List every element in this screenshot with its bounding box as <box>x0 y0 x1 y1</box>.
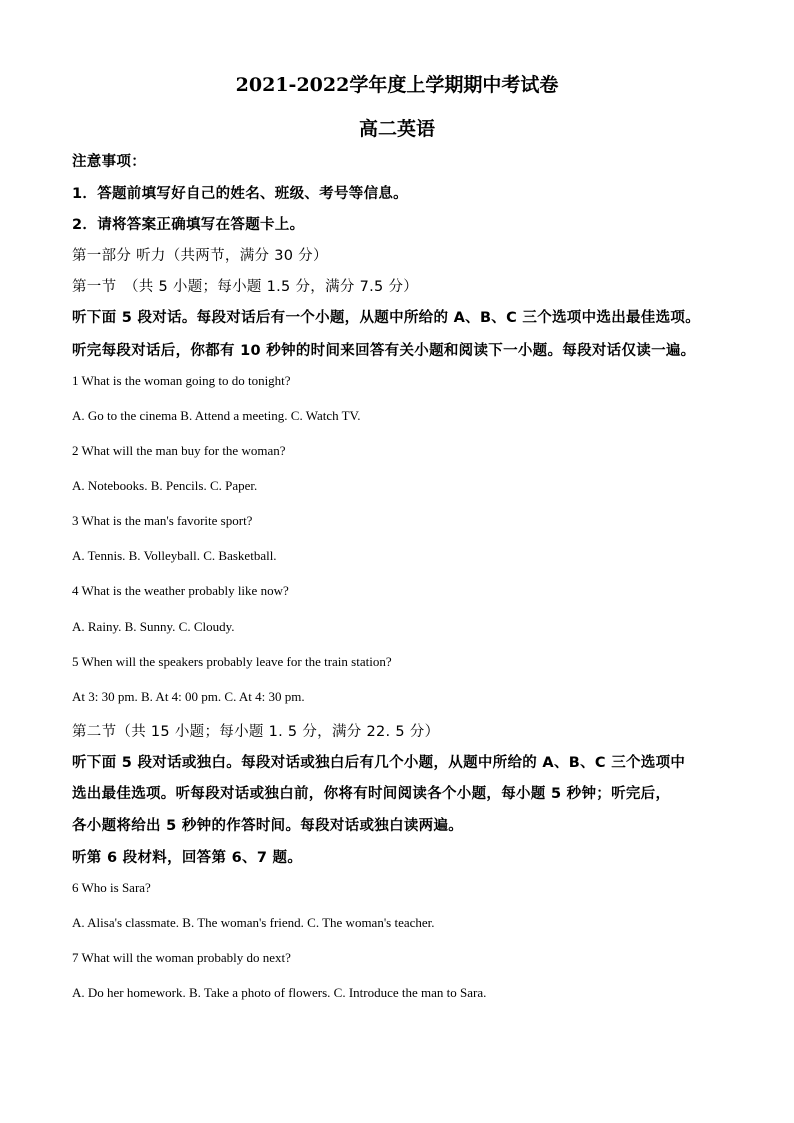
question-text: 7 What will the woman probably do next? <box>72 950 291 965</box>
question-text: 1 What is the woman going to do tonight? <box>72 373 291 388</box>
part1-title: 第一部分 听力（共两节，满分 30 分） <box>72 248 328 264</box>
section1-instruction: 听完每段对话后，你都有 10 秒钟的时间来回答有关小题和阅读下一小题。每段对话仅读一遍。 <box>72 343 696 359</box>
question-text: 6 Who is Sara? <box>72 880 151 895</box>
material-heading: 听第 6 段材料，回答第 6、7 题。 <box>72 850 303 866</box>
question-text: 4 What is the weather probably like now? <box>72 583 289 598</box>
question-options: A. Go to the cinema B. Attend a meeting. C. Watch TV. <box>72 408 361 423</box>
question-options: At 3: 30 pm. B. At 4: 00 pm. C. At 4: 30 pm. <box>72 689 305 704</box>
exam-title: 2021-2022学年度上学期期中考试卷 <box>235 74 559 96</box>
section2-title: 第二节（共 15 小题；每小题 1. 5 分，满分 22. 5 分） <box>72 724 440 740</box>
section1-instruction: 听下面 5 段对话。每段对话后有一个小题，从题中所给的 A、B、C 三个选项中选出最佳选项。 <box>72 310 700 326</box>
note-item: 1．答题前填写好自己的姓名、班级、考号等信息。 <box>72 186 408 202</box>
question-text: 2 What will the man buy for the woman? <box>72 443 286 458</box>
section2-instruction: 听下面 5 段对话或独白。每段对话或独白后有几个小题，从题中所给的 A、B、C 三个选项中 <box>72 755 686 771</box>
section1-title: 第一节 （共 5 小题；每小题 1.5 分，满分 7.5 分） <box>72 279 419 295</box>
question-text: 3 What is the man's favorite sport? <box>72 513 253 528</box>
question-options: A. Do her homework. B. Take a photo of flowers. C. Introduce the man to Sara. <box>72 985 487 1000</box>
section2-instruction: 各小题将给出 5 秒钟的作答时间。每段对话或独白读两遍。 <box>72 818 464 834</box>
question-options: A. Notebooks. B. Pencils. C. Paper. <box>72 478 258 493</box>
question-options: A. Tennis. B. Volleyball. C. Basketball. <box>72 548 277 563</box>
notes-heading: 注意事项： <box>72 154 146 170</box>
question-options: A. Rainy. B. Sunny. C. Cloudy. <box>72 619 235 634</box>
exam-subtitle: 高二英语 <box>358 118 435 140</box>
section2-instruction: 选出最佳选项。听每段对话或独白前，你将有时间阅读各个小题，每小题 5 秒钟；听完后， <box>72 786 671 802</box>
note-item: 2．请将答案正确填写在答题卡上。 <box>72 217 305 233</box>
question-text: 5 When will the speakers probably leave for the train station? <box>72 654 392 669</box>
question-options: A. Alisa's classmate. B. The woman's friend. C. The woman's teacher. <box>72 915 435 930</box>
